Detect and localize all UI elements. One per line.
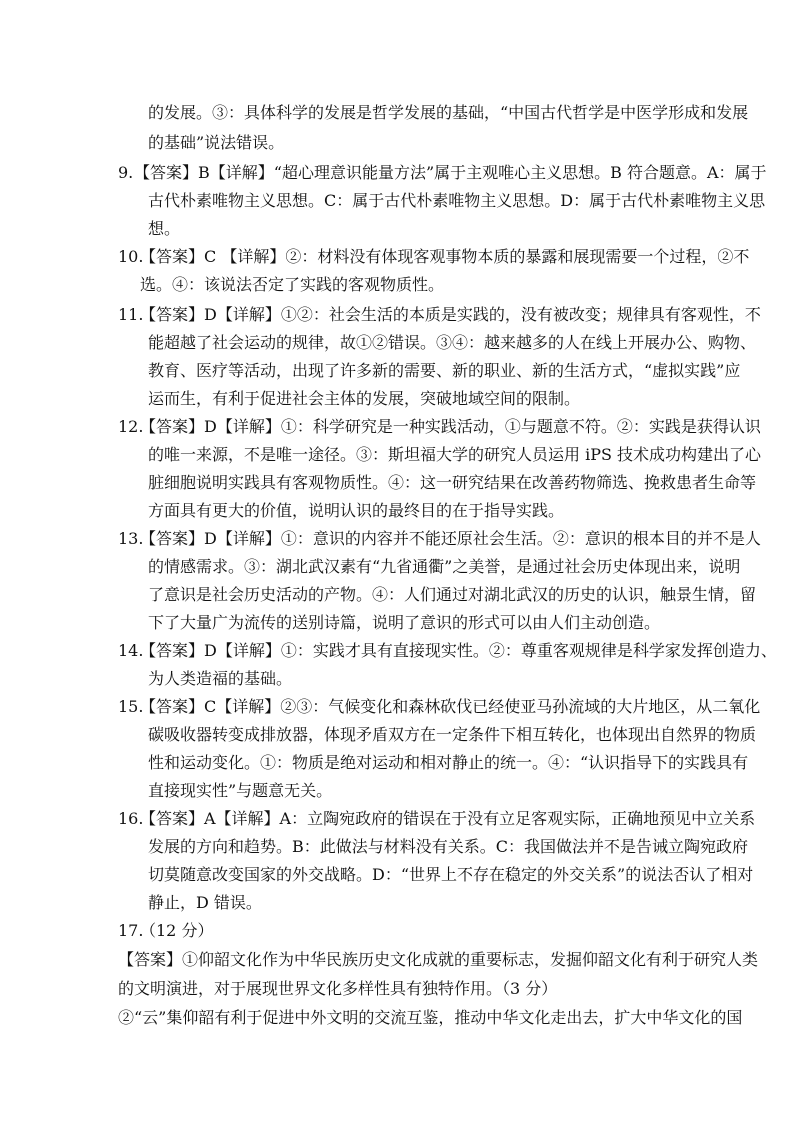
answer-line: 直接现实性”与题意无关。 xyxy=(148,781,333,800)
answer-line: 静止，D 错误。 xyxy=(148,893,262,912)
answer-line: 为人类造福的基础。 xyxy=(148,669,293,688)
answer-line: ②“云”集仰韶有利于促进中外文明的交流互鉴，推动中华文化走出去，扩大中华文化的国 xyxy=(118,1008,743,1027)
answer-line: 【答案】D【详解】①②：社会生活的本质是实践的，没有被改变；规律具有客观性，不 xyxy=(140,305,761,324)
question-number: 15. xyxy=(118,697,144,716)
answer-line: 【答案】①仰韶文化作为中华民族历史文化成就的重要标志，发掘仰韶文化有利于研究人类 xyxy=(118,950,759,969)
answer-line: 下了大量广为流传的送别诗篇，说明了意识的形式可以由人们主动创造。 xyxy=(148,613,661,632)
answer-line: 发展的方向和趋势。B：此做法与材料没有关系。C：我国做法并不是告诫立陶宛政府 xyxy=(148,837,749,856)
answer-line: 的唯一来源，不是唯一途径。③：斯坦福大学的研究人员运用 iPS 技术成功构建出了心 xyxy=(148,445,762,464)
answer-line: 【答案】D【详解】①：实践才具有直接现实性。②：尊重客观规律是科学家发挥创造力、 xyxy=(140,641,777,660)
question-number: 9. xyxy=(118,163,134,182)
answer-line: 选。④：该说法否定了实践的客观物质性。 xyxy=(140,275,445,294)
question-number: 14. xyxy=(118,641,144,660)
answer-line: 了意识是社会历史活动的产物。④：人们通过对湖北武汉的历史的认识，触景生情，留 xyxy=(148,585,757,604)
answer-line: 性和运动变化。①：物质是绝对运动和相对静止的统一。④：“认识指导下的实践具有 xyxy=(148,753,749,772)
answer-line: 切莫随意改变国家的外交战略。D：“世界上不存在稳定的外交关系”的说法否认了相对 xyxy=(148,865,754,884)
answer-line: 【答案】C【详解】②③：气候变化和森林砍伐已经使亚马孙流域的大片地区，从二氧化 xyxy=(140,697,761,716)
answer-line: 想。 xyxy=(148,219,181,238)
answer-line: 古代朴素唯物主义思想。C：属于古代朴素唯物主义思想。D：属于古代朴素唯物主义思 xyxy=(148,191,766,210)
answer-line: 能超越了社会运动的规律，故①②错误。③④：越来越多的人在线上开展办公、购物、 xyxy=(148,333,757,352)
answer-line: 【答案】A【详解】A：立陶宛政府的错误在于没有立足客观实际，正确地预见中立关系 xyxy=(140,809,756,828)
question-number: 13. xyxy=(118,529,144,548)
question-number: 12. xyxy=(118,417,144,436)
question-number: 16. xyxy=(118,809,144,828)
answer-line: 方面具有更大的价值，说明认识的最终目的在于指导实践。 xyxy=(148,501,565,520)
answer-line: 的文明演进，对于展现世界文化多样性具有独特作用。（3 分） xyxy=(118,979,558,998)
answer-line: 【答案】C 【详解】②：材料没有体现客观事物本质的暴露和展现需要一个过程，②不 xyxy=(140,247,750,266)
answer-line: 【答案】D【详解】①：科学研究是一种实践活动，①与题意不符。②：实践是获得认识 xyxy=(140,417,761,436)
answer-line: （12 分） xyxy=(140,921,214,940)
answer-line: 碳吸收器转变成排放器，体现矛盾双方在一定条件下相互转化，也体现出自然界的物质 xyxy=(148,725,757,744)
text-line: 的发展。③：具体科学的发展是哲学发展的基础，“中国古代哲学是中医学形成和发展 xyxy=(148,103,749,122)
answer-line: 运而生，有利于促进社会主体的发展，突破地域空间的限制。 xyxy=(148,389,581,408)
question-number: 17. xyxy=(118,921,144,940)
question-number: 11. xyxy=(118,305,144,324)
answer-line: 【答案】B【详解】“超心理意识能量方法”属于主观唯心主义思想。B 符合题意。A：属于 xyxy=(134,163,767,182)
answer-line: 的情感需求。③：湖北武汉素有“九省通衢”之美誉，是通过社会历史体现出来，说明 xyxy=(148,557,741,576)
answer-line: 脏细胞说明实践具有客观物质性。④：这一研究结果在改善药物筛选、挽救患者生命等 xyxy=(148,473,757,492)
text-line: 的基础”说法错误。 xyxy=(148,133,285,152)
question-number: 10. xyxy=(118,247,144,266)
answer-line: 教育、医疗等活动，出现了许多新的需要、新的职业、新的生活方式，“虚拟实践”应 xyxy=(148,361,741,380)
answer-line: 【答案】D【详解】①：意识的内容并不能还原社会生活。②：意识的根本目的并不是人 xyxy=(140,529,761,548)
